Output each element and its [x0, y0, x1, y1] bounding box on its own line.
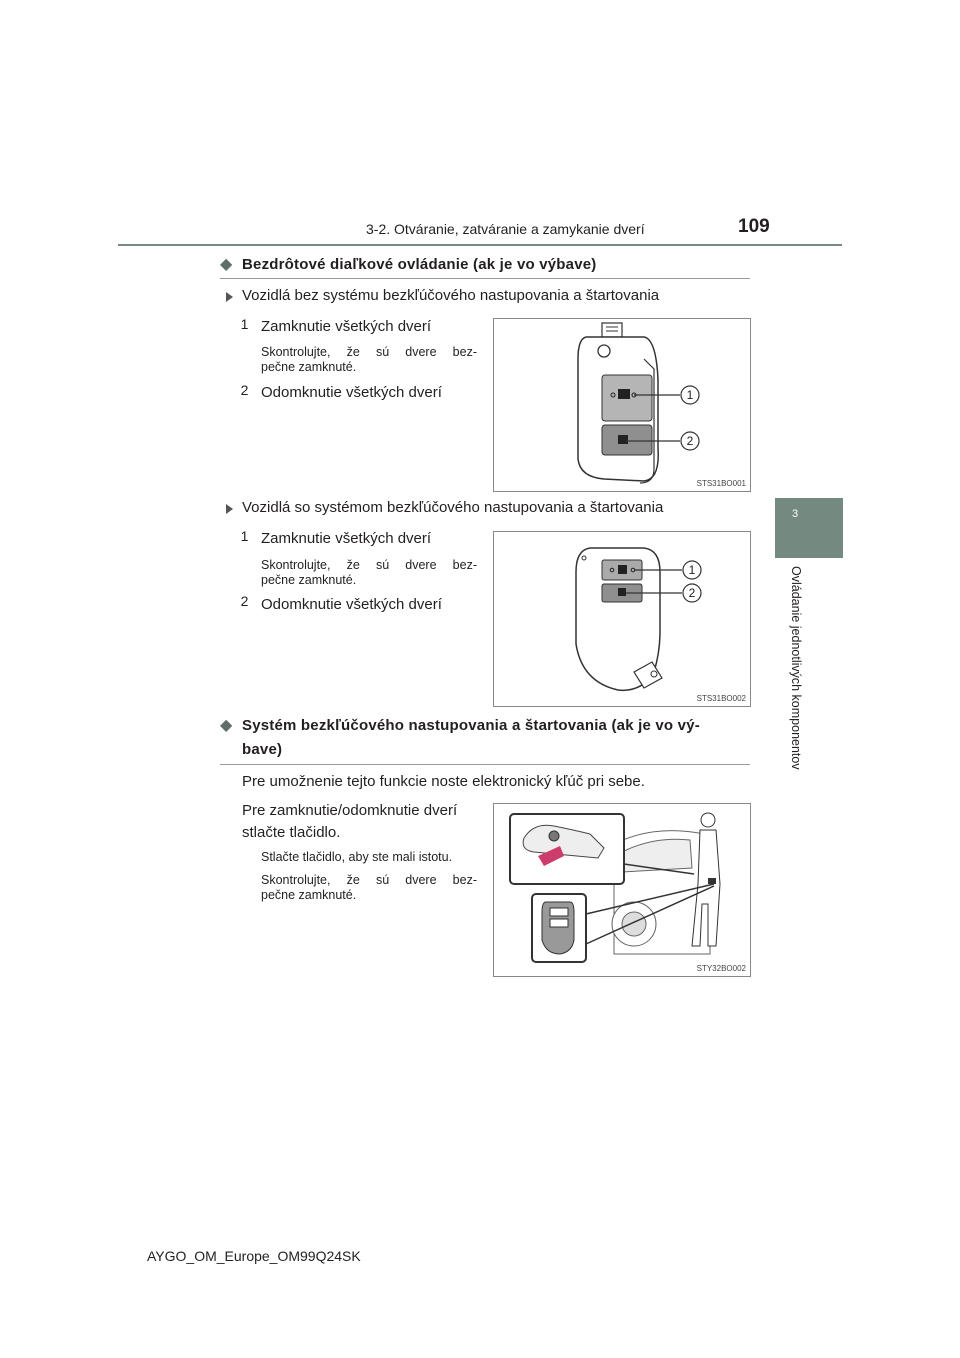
- section2-note2-line1: Skontrolujte, že sú dvere bez-: [261, 873, 477, 887]
- section2-heading-rule: [220, 764, 750, 765]
- smart-key-illustration: [494, 532, 750, 706]
- sub1-note-line2: pečne zamknuté.: [261, 360, 357, 374]
- diamond-bullet-icon: ◆: [220, 256, 233, 273]
- sub2-item1-label: Zamknutie všetkých dverí: [261, 530, 432, 547]
- figure1-callout-2: 2: [686, 434, 694, 448]
- figure2-code: STS31BO002: [696, 694, 746, 703]
- triangle-bullet-icon: [226, 292, 233, 302]
- sub2-item1-note: [261, 558, 477, 588]
- keyless-entry-illustration: [494, 804, 750, 976]
- header-rule: [118, 244, 842, 246]
- section2-instruction-line1: Pre zamknutie/odomknutie dverí: [242, 802, 458, 819]
- section2-intro: Pre umožnenie tejto funkcie noste elektronický kľúč pri sebe.: [242, 773, 645, 790]
- page-number: 109: [738, 216, 770, 237]
- section2-note2: [261, 873, 477, 903]
- section2-heading-line2: bave): [242, 741, 283, 758]
- figure1-code: STS31BO001: [696, 479, 746, 488]
- sub1-title: Vozidlá bez systému bezkľúčového nastupovania a štartovania: [242, 287, 660, 304]
- diamond-bullet-icon: ◆: [220, 717, 233, 734]
- chapter-number: 3: [792, 508, 799, 520]
- section1-heading: Bezdrôtové diaľkové ovládanie (ak je vo výbave): [242, 256, 597, 273]
- sub1-item2-label: Odomknutie všetkých dverí: [261, 384, 442, 401]
- flip-key-illustration: [494, 319, 750, 491]
- sub2-item2-label: Odomknutie všetkých dverí: [261, 596, 442, 613]
- section2-note2-line2: pečne zamknuté.: [261, 888, 357, 902]
- sub1-note-line1: Skontrolujte, že sú dvere bez-: [261, 345, 477, 359]
- item-number-2: 2: [240, 382, 249, 398]
- figure-keyless-entry: [493, 803, 751, 977]
- section1-heading-rule: [220, 278, 750, 279]
- item-number-1: 1: [240, 316, 249, 332]
- item-number-2: 2: [240, 593, 249, 609]
- sub1-item1-label: Zamknutie všetkých dverí: [261, 318, 432, 335]
- sub1-item1-note: [261, 345, 477, 375]
- chapter-side-tab: [775, 498, 843, 558]
- sub2-title: Vozidlá so systémom bezkľúčového nastupovania a štartovania: [242, 499, 664, 516]
- figure-smart-key: [493, 531, 751, 707]
- sub2-note-line2: pečne zamknuté.: [261, 573, 357, 587]
- figure1-callout-1: 1: [686, 388, 694, 402]
- section2-heading-line1: Systém bezkľúčového nastupovania a štartovania (ak je vo vý-: [242, 717, 700, 734]
- figure2-callout-2: 2: [688, 586, 696, 600]
- triangle-bullet-icon: [226, 504, 233, 514]
- section2-note1: Stlačte tlačidlo, aby ste mali istotu.: [261, 850, 453, 864]
- figure-remote-key-1: [493, 318, 751, 492]
- chapter-title: 3-2. Otváranie, zatváranie a zamykanie dverí: [366, 221, 645, 237]
- document-id: AYGO_OM_Europe_OM99Q24SK: [147, 1248, 361, 1264]
- section2-instruction-line2: stlačte tlačidlo.: [242, 824, 341, 841]
- sub2-note-line1: Skontrolujte, že sú dvere bez-: [261, 558, 477, 572]
- item-number-1: 1: [240, 528, 249, 544]
- figure3-code: STY32BO002: [696, 964, 746, 973]
- chapter-side-label: Ovládanie jednotlivých komponentov: [789, 566, 803, 770]
- figure2-callout-1: 1: [688, 563, 696, 577]
